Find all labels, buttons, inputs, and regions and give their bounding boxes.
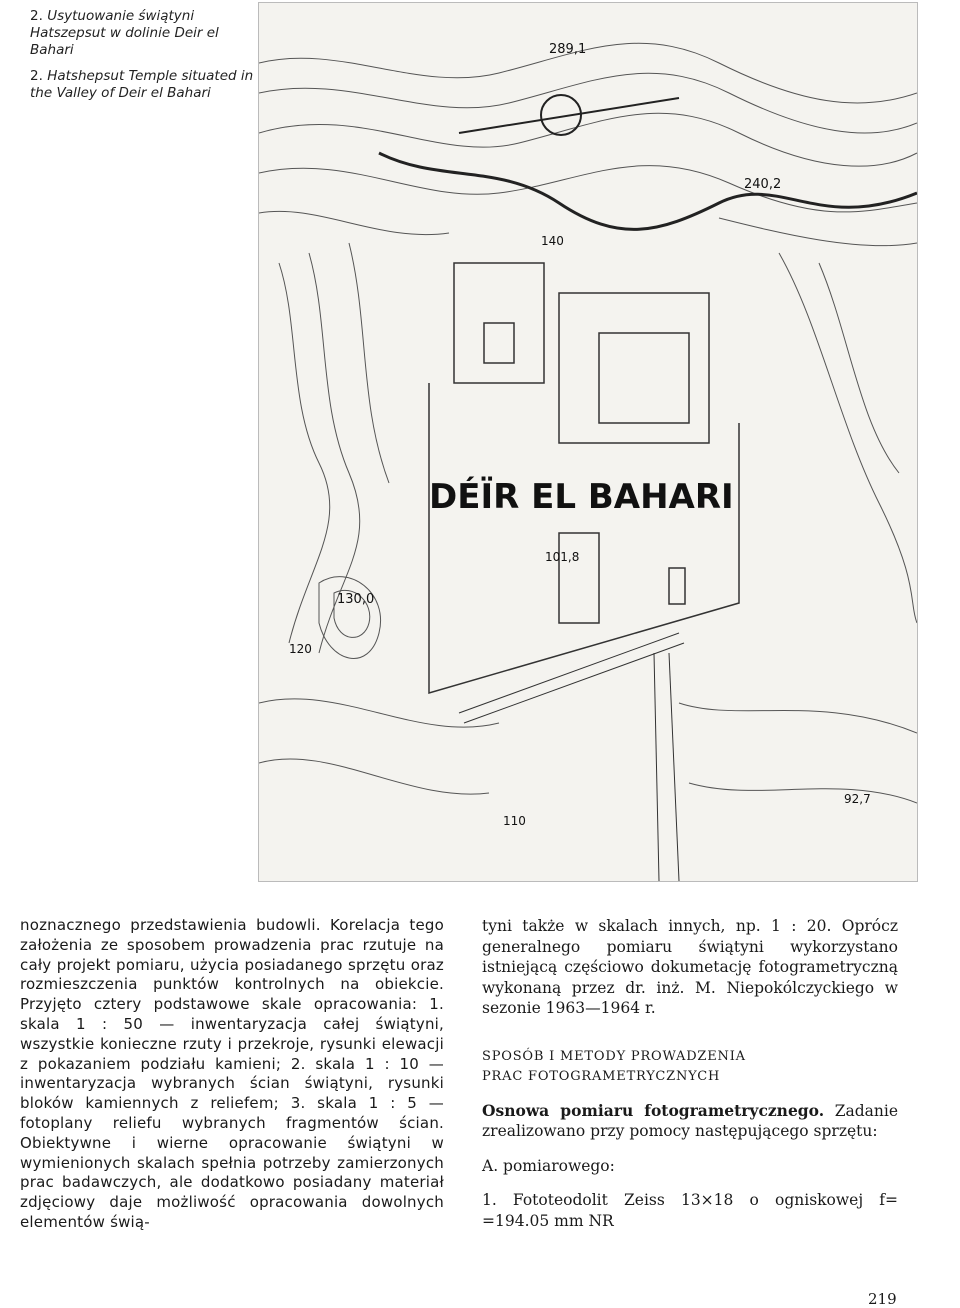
list-item: A. pomiarowego: [482,1156,615,1175]
page-number: 219 [868,1290,897,1308]
elevation-label: 240,2 [744,177,782,192]
caption-text: Usytuowanie świątyni Hatszepsut w dolinie Deir el Bahari [30,8,219,58]
right-text-column [482,916,898,1231]
elevation-label: 101,8 [545,550,580,564]
contour-lines [259,43,917,803]
elevation-label: 120 [289,642,312,656]
body-paragraph [482,1101,898,1142]
elevation-label: 92,7 [844,792,871,806]
section-heading-line: PRAC FOTOGRAMETRYCZNYCH [482,1068,721,1084]
caption-number: 2. [30,68,43,84]
figure-caption-english [30,68,258,102]
elevation-label: 140 [541,234,564,248]
section-heading [482,1047,898,1087]
topographic-map [258,2,918,882]
section-heading-line: SPOSÓB I METODY PROWADZENIA [482,1048,746,1064]
elevation-label: 110 [503,814,526,828]
list-item: 1. Fototeodolit Zeiss 13×18 o ogniskowej f= =194.05 mm NR [482,1191,898,1230]
elevation-label: 130,0 [337,592,375,607]
body-paragraph: noznacznego przedstawienia budowli. Korelacja tego założenia ze sposobem prowadzenia prac rzutuje na cały projekt pomiaru, użycia posiadanego sprzętu oraz rozmieszczenia punktów kontrolnych na obiekcie. Przyjęto cztery podstawowe skale opracowania: 1. skala 1 : 50 — inwentaryzacja całej świątyni, wszystkie konieczne rzuty i przekroje, rysunki elewacji z pokazaniem podziału kamieni; 2. skala 1 : 10 — inwentaryzacja wybranych ścian świątyni, rysunki bloków kamiennych z reliefem; 3. skala 1 : 5 — fotoplany reliefu wybranych fragmentów ścian. Obiektywne i wierne opracowanie świątyni w wymienionych skalach spełnia potrzeby zamierzonych prac badawczych, ale dodatkowo posiadany materiał zdjęciowy daje możliwość opracowania dowolnych elementów świą- [20,916,444,1231]
paragraph-text: Zadanie zrealizowano przy pomocy następującego sprzętu: [482,1101,898,1140]
map-title: DÉÏR EL BAHARI [429,477,734,517]
map-drawing [259,3,917,881]
causeway [459,633,684,881]
elevation-label: 289,1 [549,42,587,57]
figure-caption-polish [30,8,258,59]
caption-text: Hatshepsut Temple situated in the Valley of Deir el Bahari [30,68,254,101]
caption-number: 2. [30,8,43,24]
body-paragraph: tyni także w skalach innych, np. 1 : 20. Oprócz generalnego pomiaru świątyni wykorzystano istniejącą częściowo dokumetację fotogrametryczną wykonaną przez dr. inż. M. Niepokólczyckiego w sezonie 1963—1964 r. [482,917,898,1017]
run-in-heading: Osnowa pomiaru fotogrametrycznego. [482,1100,825,1120]
left-text-column [20,916,444,1233]
